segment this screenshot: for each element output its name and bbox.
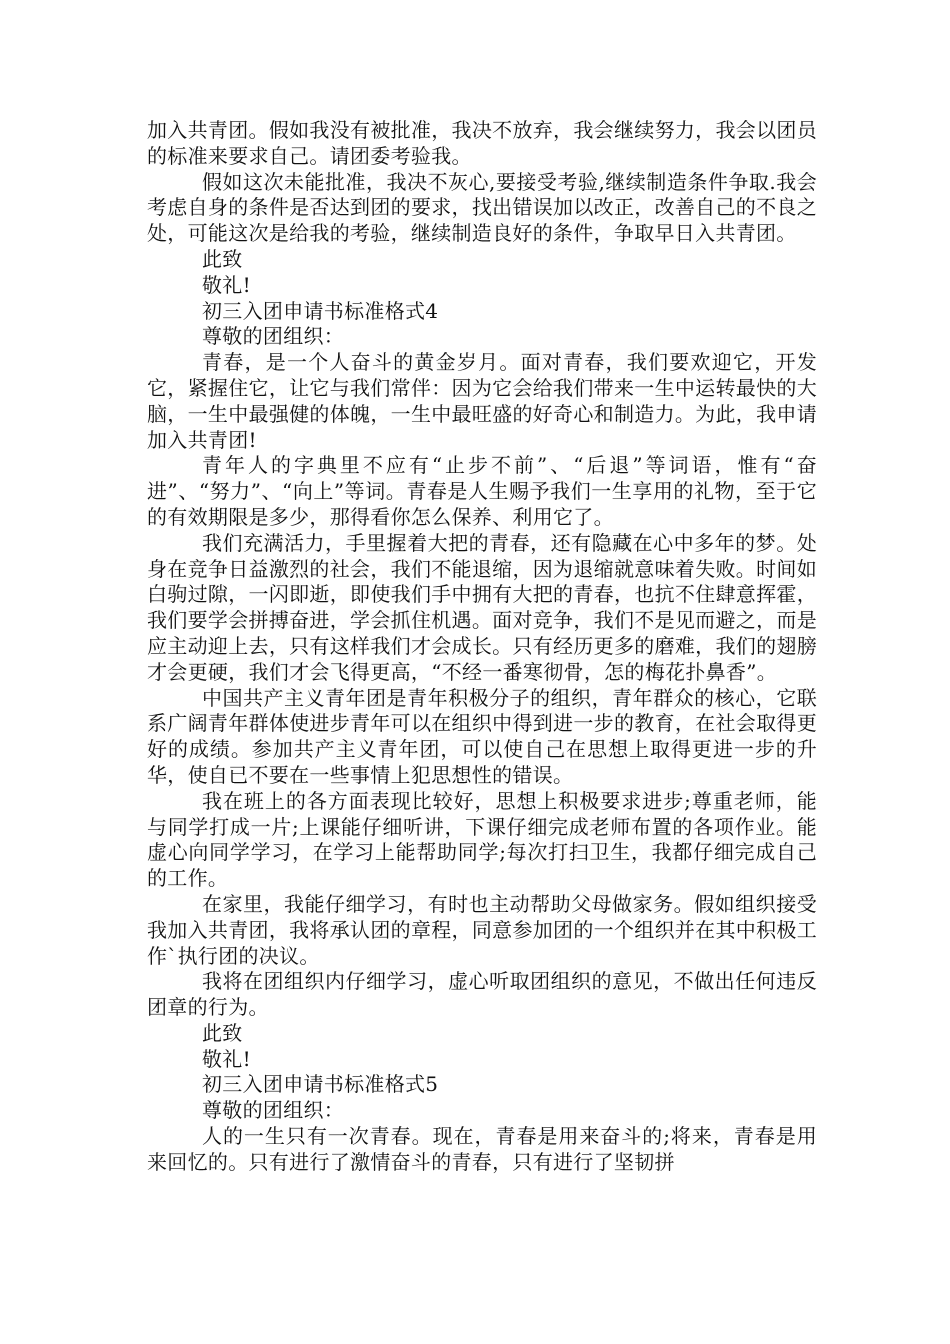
closing-regards: 敬礼! xyxy=(202,1046,251,1071)
greeting: 尊敬的团组织： xyxy=(202,324,345,349)
section-heading: 初三入团申请书标准格式5 xyxy=(202,1072,439,1097)
paragraph: 假如这次未能批准，我决不灰心,要接受考验,继续制造条件争取.我会考虑自身的条件是否达到团的要求，找出错误加以改正，改善自己的不良之处，可能这次是给我的考验，继续制造良好的条件，争取早日入共青团。 xyxy=(147,169,817,246)
paragraph: 中国共产主义青年团是青年积极分子的组织，青年群众的核心，它联系广阔青年群体使进步青年可以在组织中得到进一步的教育，在社会取得更好的成绩。参加共产主义青年团，可以使自己在思想上取得更进一步的升华，使自已不要在一些事情上犯思想性的错误。 xyxy=(147,685,817,787)
document-page xyxy=(147,118,817,1176)
paragraph: 我们充满活力，手里握着大把的青春，还有隐藏在心中多年的梦。处身在竞争日益激烈的社会，我们不能退缩，因为退缩就意味着失败。时间如白驹过隙，一闪即逝，即使我们手中拥有大把的青春，也抗不住肆意挥霍，我们要学会拼搏奋进，学会抓住机遇。面对竞争，我们不是见而避之，而是应主动迎上去，只有这样我们才会成长。只有经历更多的磨难，我们的翅膀才会更硬，我们才会飞得更高，“不经一番寒彻骨，怎的梅花扑鼻香”。 xyxy=(147,530,817,684)
section-heading: 初三入团申请书标准格式4 xyxy=(202,298,439,323)
paragraph: 我将在团组织内仔细学习，虚心听取团组织的意见，不做出任何违反团章的行为。 xyxy=(147,969,817,1020)
paragraph: 青春，是一个人奋斗的黄金岁月。面对青春，我们要欢迎它，开发它，紧握住它，让它与我们常伴：因为它会给我们带来一生中运转最快的大脑，一生中最强健的体魄，一生中最旺盛的好奇心和制造力。为此，我申请加入共青团! xyxy=(147,350,817,452)
paragraph: 人的一生只有一次青春。现在，青春是用来奋斗的;将来，青春是用来回忆的。只有进行了激情奋斗的青春，只有进行了坚韧拼 xyxy=(147,1124,817,1174)
paragraph: 青年人的字典里不应有“止步不前”、“后退”等词语，惟有“奋进”、“努力”、“向上”等词。青春是人生赐予我们一生享用的礼物，至于它的有效期限是多少，那得看你怎么保养、利用它了。 xyxy=(147,453,817,529)
closing-regards: 敬礼! xyxy=(202,272,251,297)
paragraph-continuation: 加入共青团。假如我没有被批准，我决不放弃，我会继续努力，我会以团员的标准来要求自己。请团委考验我。 xyxy=(147,118,817,168)
closing-salutation: 此致 xyxy=(202,246,243,271)
paragraph: 在家里，我能仔细学习，有时也主动帮助父母做家务。假如组织接受我加入共青团，我将承认团的章程，同意参加团的一个组织并在其中积极工作`执行团的决议。 xyxy=(147,891,817,968)
paragraph: 我在班上的各方面表现比较好，思想上积极要求进步;尊重老师，能与同学打成一片;上课能仔细听讲，下课仔细完成老师布置的各项作业。能虚心向同学学习，在学习上能帮助同学;每次打扫卫生，我都仔细完成自己的工作。 xyxy=(147,788,817,891)
greeting: 尊敬的团组织： xyxy=(202,1098,345,1123)
closing-salutation: 此致 xyxy=(202,1020,243,1045)
